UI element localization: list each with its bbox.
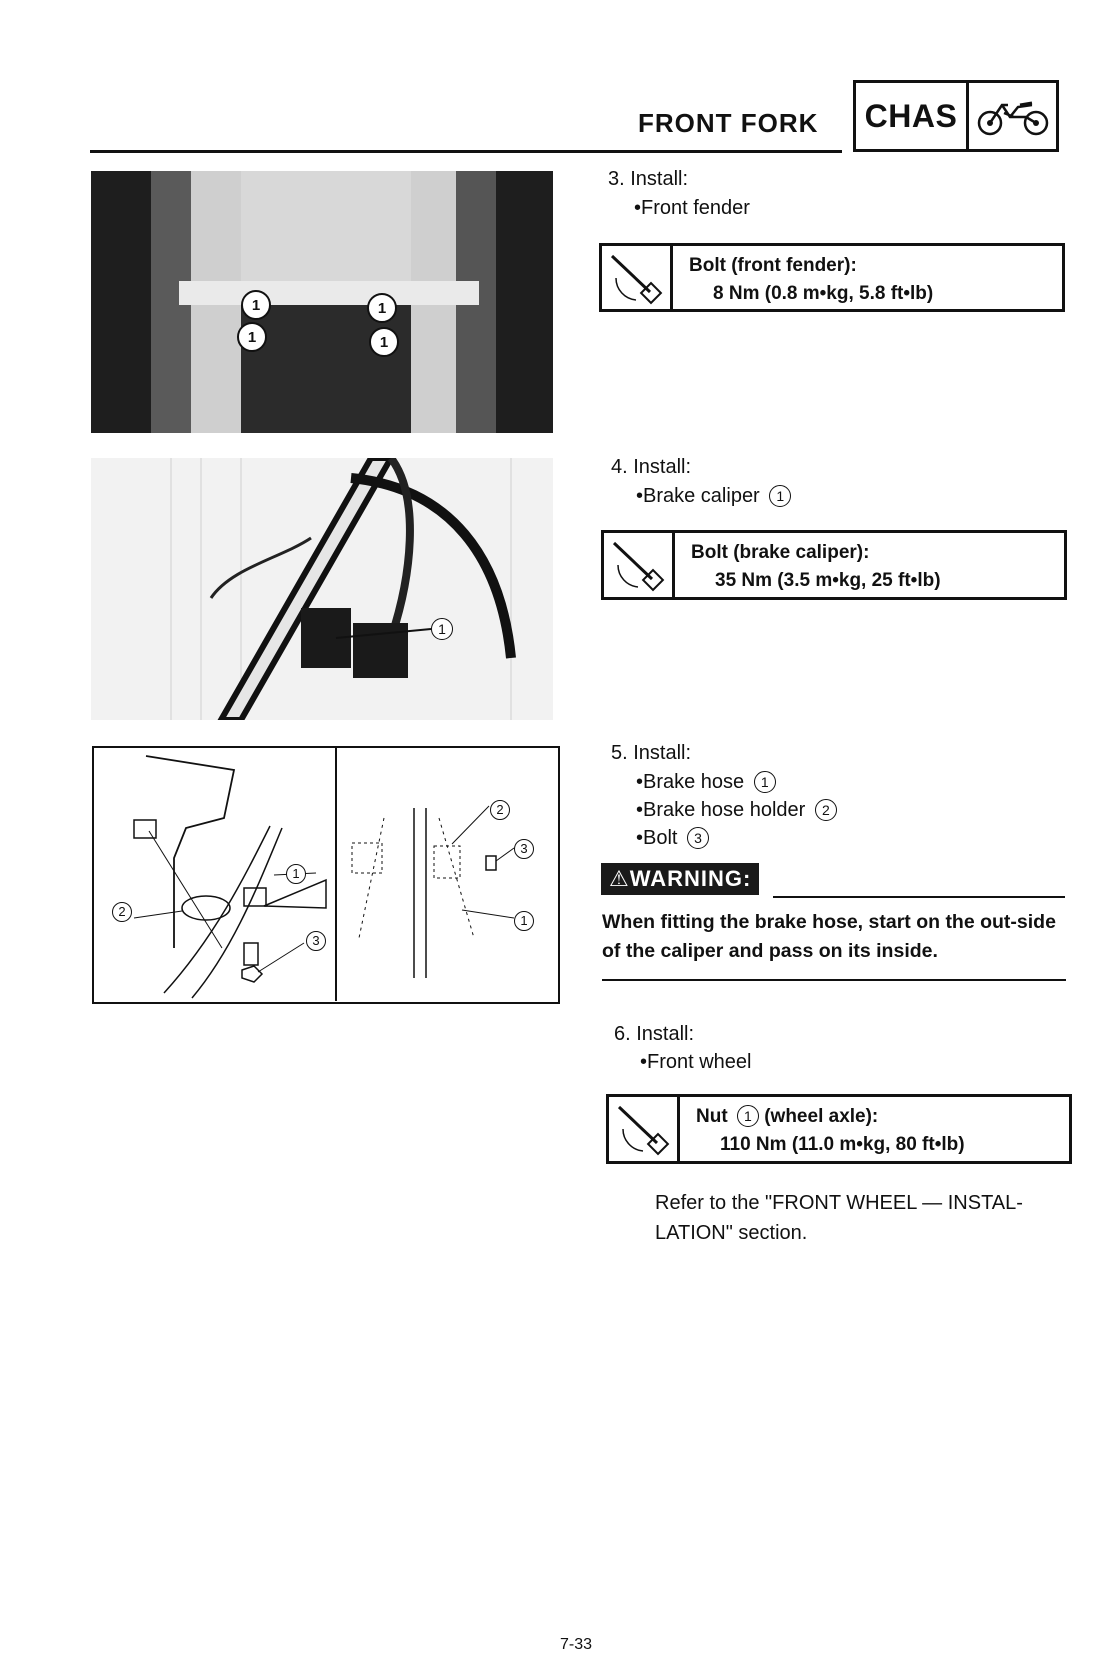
ref-number: 1 (754, 771, 776, 793)
step-5-heading: 5. Install: (611, 742, 692, 764)
header-rule (90, 150, 842, 153)
step-6-bullet-front-wheel: •Front wheel (640, 1051, 752, 1073)
torque-value: 35 Nm (3.5 m•kg, 25 ft•lb) (715, 570, 941, 591)
diagram-callout-bolt-left: 3 (306, 931, 326, 951)
step-5-bullet-hose-holder (636, 799, 837, 822)
torque-label: Bolt (front fender): (689, 255, 857, 276)
diagram-callout-holder-right: 2 (490, 800, 510, 820)
bullet-text: •Brake hose holder (636, 799, 806, 821)
ref-number: 1 (737, 1105, 759, 1127)
step-5-bullet-brake-hose (636, 771, 776, 794)
diagram-callout-hose-right: 1 (514, 911, 534, 931)
refer-note: Refer to the "FRONT WHEEL — INSTAL-LATION" section. (655, 1192, 1023, 1244)
torque-label-prefix: Nut (696, 1106, 728, 1127)
section-code: CHAS (856, 83, 969, 149)
svg-text:1: 1 (251, 297, 261, 314)
ref-number: 2 (815, 799, 837, 821)
warning-badge: ⚠WARNING: (601, 863, 759, 895)
front-fender-photo (91, 171, 553, 433)
step-3-bullet-front-fender: •Front fender (634, 197, 750, 219)
step-5-bullet-bolt (636, 827, 709, 850)
torque-box-front-fender (599, 243, 1065, 312)
ref-number: 1 (769, 485, 791, 507)
torque-box-brake-caliper (601, 530, 1067, 600)
torque-value: 110 Nm (11.0 m•kg, 80 ft•lb) (720, 1134, 965, 1155)
torque-wrench-icon (602, 246, 673, 309)
motorcycle-icon (969, 83, 1056, 149)
torque-label-suffix: (wheel axle): (764, 1106, 879, 1127)
step-6-heading: 6. Install: (614, 1023, 695, 1045)
page-number: 7-33 (560, 1636, 593, 1653)
diagram-callout-hose-left: 1 (286, 864, 306, 884)
brake-hose-diagram (92, 746, 560, 1004)
diagram-callout-holder-left: 2 (112, 902, 132, 922)
svg-text:1: 1 (377, 300, 387, 317)
step-3-heading: 3. Install: (608, 168, 689, 190)
torque-wrench-icon (609, 1097, 680, 1161)
torque-box-wheel-axle (606, 1094, 1072, 1164)
warning-text: When fitting the brake hose, start on the out-side of the caliper and pass on its inside. (602, 911, 1056, 962)
warning-rule (773, 896, 1065, 898)
torque-wrench-icon (604, 533, 675, 597)
ref-number: 3 (687, 827, 709, 849)
torque-label (696, 1103, 965, 1131)
caliper-callout: 1 (431, 618, 453, 640)
svg-text:1: 1 (379, 334, 389, 351)
bullet-text: •Brake caliper (636, 485, 760, 507)
torque-label: Bolt (brake caliper): (691, 542, 870, 563)
bullet-text: •Bolt (636, 827, 678, 849)
page-title: FRONT FORK (638, 108, 819, 138)
torque-value: 8 Nm (0.8 m•kg, 5.8 ft•lb) (713, 283, 934, 304)
fender-callouts (91, 171, 553, 433)
warning-bottom-rule (602, 979, 1066, 981)
diagram-callout-bolt-right: 3 (514, 839, 534, 859)
brake-caliper-photo (91, 458, 553, 720)
svg-text:1: 1 (247, 329, 257, 346)
step-4-bullet-brake-caliper (636, 485, 791, 508)
section-tab (853, 80, 1059, 152)
bullet-text: •Brake hose (636, 771, 745, 793)
step-4-heading: 4. Install: (611, 456, 692, 478)
